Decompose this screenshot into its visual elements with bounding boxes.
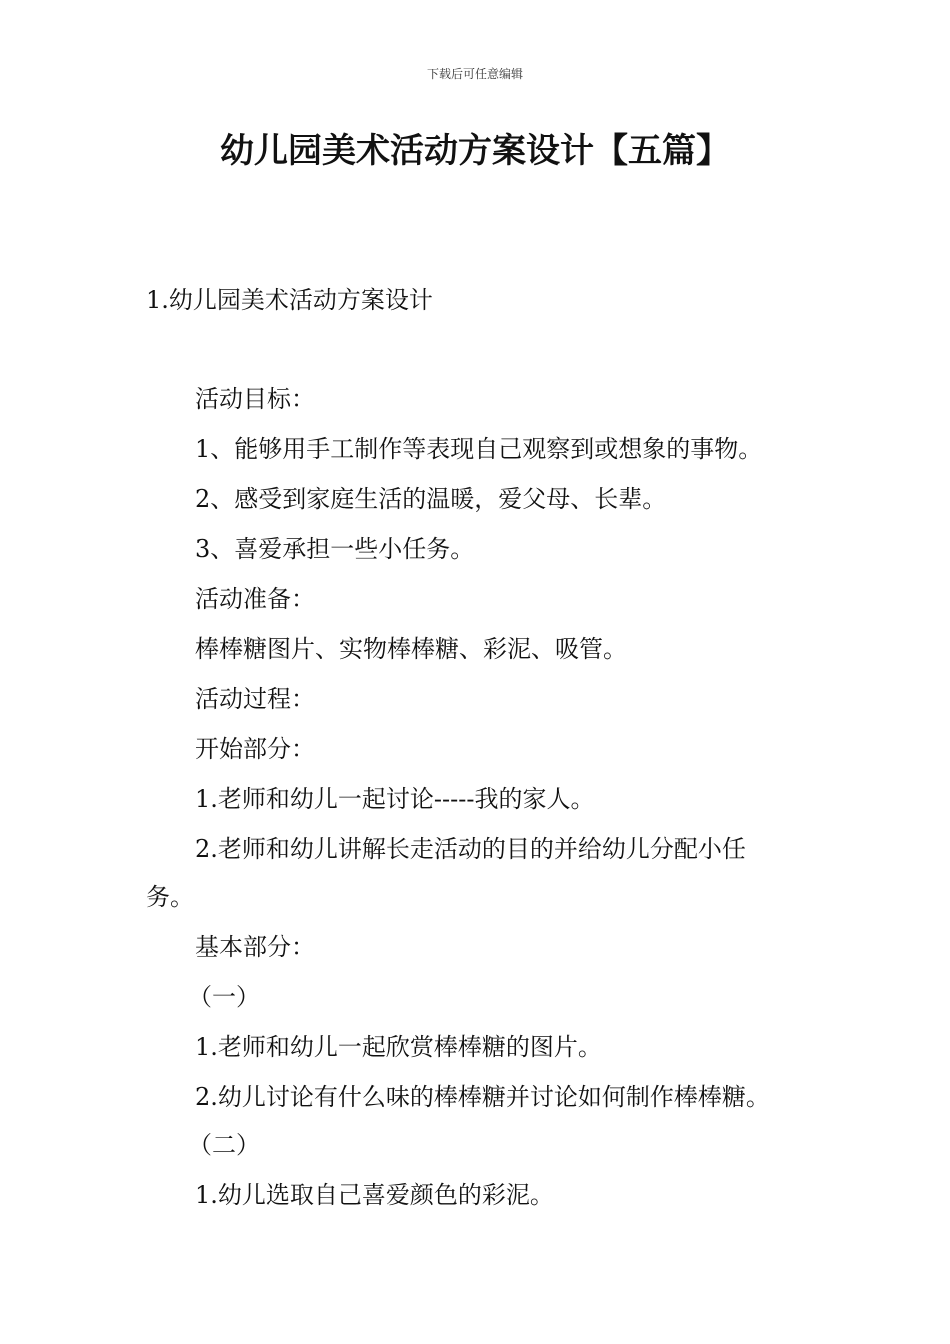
header-note: 下载后可任意编辑 bbox=[426, 67, 523, 81]
paragraph-process-label: 活动过程： bbox=[195, 685, 315, 713]
paragraph-opening-step-1: 1.老师和幼儿一起讨论-----我的家人。 bbox=[195, 785, 595, 813]
paragraph-goal-1: 1、能够用手工制作等表现自己观察到或想象的事物。 bbox=[195, 435, 763, 463]
paragraph-part-one-marker: （一） bbox=[188, 983, 260, 1011]
document-title: 幼儿园美术活动方案设计【五篇】 bbox=[220, 131, 730, 171]
paragraph-basic-label: 基本部分： bbox=[195, 933, 315, 961]
paragraph-activity-goals-label: 活动目标： bbox=[195, 385, 315, 413]
paragraph-opening-label: 开始部分： bbox=[195, 735, 315, 763]
paragraph-opening-step-2: 2.老师和幼儿讲解长走活动的目的并给幼儿分配小任 bbox=[195, 835, 746, 863]
paragraph-materials: 棒棒糖图片、实物棒棒糖、彩泥、吸管。 bbox=[195, 635, 627, 663]
paragraph-part-two-step-1: 1.幼儿选取自己喜爱颜色的彩泥。 bbox=[195, 1181, 554, 1209]
paragraph-preparation-label: 活动准备： bbox=[195, 585, 315, 613]
paragraph-opening-step-2-continued: 务。 bbox=[146, 883, 194, 911]
paragraph-part-two-marker: （二） bbox=[188, 1131, 260, 1159]
paragraph-part-one-step-2: 2.幼儿讨论有什么味的棒棒糖并讨论如何制作棒棒糖。 bbox=[195, 1083, 770, 1111]
paragraph-goal-2: 2、感受到家庭生活的温暖，爱父母、长辈。 bbox=[195, 485, 667, 513]
paragraph-part-one-step-1: 1.老师和幼儿一起欣赏棒棒糖的图片。 bbox=[195, 1033, 602, 1061]
section-heading: 1.幼儿园美术活动方案设计 bbox=[146, 286, 433, 314]
paragraph-goal-3: 3、喜爱承担一些小任务。 bbox=[195, 535, 475, 563]
